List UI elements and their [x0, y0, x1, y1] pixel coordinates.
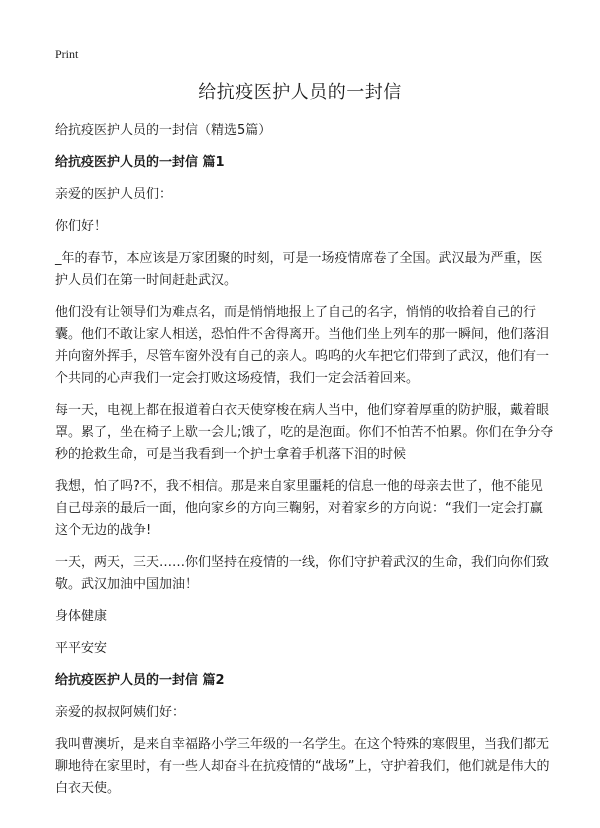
section-2-heading: 给抗疫医护人员的一封信 篇2	[55, 673, 225, 688]
section-2-paragraph: 我叫曹澳圻，是来自幸福路小学三年级的一名学生。在这个特殊的寒假里，当我们都无聊地待在家里时，有一些人却奋斗在抗疫情的“战场”上，守护着我们，他们就是伟大的白衣天使。	[55, 737, 550, 796]
section-1-paragraph: 一天，两天，三天……你们坚持在疫情的一线，你们守护着武汉的生命，我们向你们致敬。武汉加油中国加油！	[55, 555, 550, 592]
document-subtitle: 给抗疫医护人员的一封信（精选5篇）	[55, 123, 272, 138]
section-1-greeting: 你们好！	[55, 219, 108, 234]
section-1-closing: 平平安安	[55, 641, 108, 656]
section-1-closing: 身体健康	[55, 609, 108, 624]
section-2-salutation: 亲爱的叔叔阿姨们好：	[55, 705, 186, 720]
document-title: 给抗疫医护人员的一封信	[198, 82, 402, 103]
document-body	[55, 120, 555, 810]
section-1-heading: 给抗疫医护人员的一封信 篇1	[55, 155, 225, 170]
section-1-salutation: 亲爱的医护人员们：	[55, 187, 173, 202]
section-1-paragraph: 每一天，电视上都在报道着白衣天使穿梭在病人当中，他们穿着厚重的防护服，戴着眼罩。累了，坐在椅子上歇一会儿;饿了，吃的是泡面。你们不怕苦不怕累。你们在争分夺秒的抢救生命，可是当我看到一个护士拿着手机落下泪的时候	[55, 403, 554, 462]
section-1-paragraph: 我想，怕了吗?不，我不相信。那是来自家里噩耗的信息一他的母亲去世了，他不能见自己母亲的最后一面，他向家乡的方向三鞠躬，对着家乡的方向说：“我们一定会打赢这个无边的战争!	[55, 479, 543, 538]
print-link[interactable]: Print	[55, 47, 79, 61]
section-2	[55, 670, 555, 800]
section-1	[55, 152, 555, 660]
section-1-paragraph: _年的春节，本应该是万家团聚的时刻，可是一场疫情席卷了全国。武汉最为严重，医护人员们在第一时间赶赴武汉。	[55, 251, 543, 288]
section-1-paragraph: 他们没有让领导们为难点名，而是悄悄地报上了自己的名字，悄悄的收拾着自己的行囊。他们不敢让家人相送，恐怕件不舍得离开。当他们坐上列车的那一瞬间，他们落泪并向窗外挥手，尽管车窗外没有自己的亲人。呜呜的火车把它们带到了武汉，他们有一个共同的心声我们一定会打败这场疫情，我们一定会活着回来。	[55, 305, 550, 386]
